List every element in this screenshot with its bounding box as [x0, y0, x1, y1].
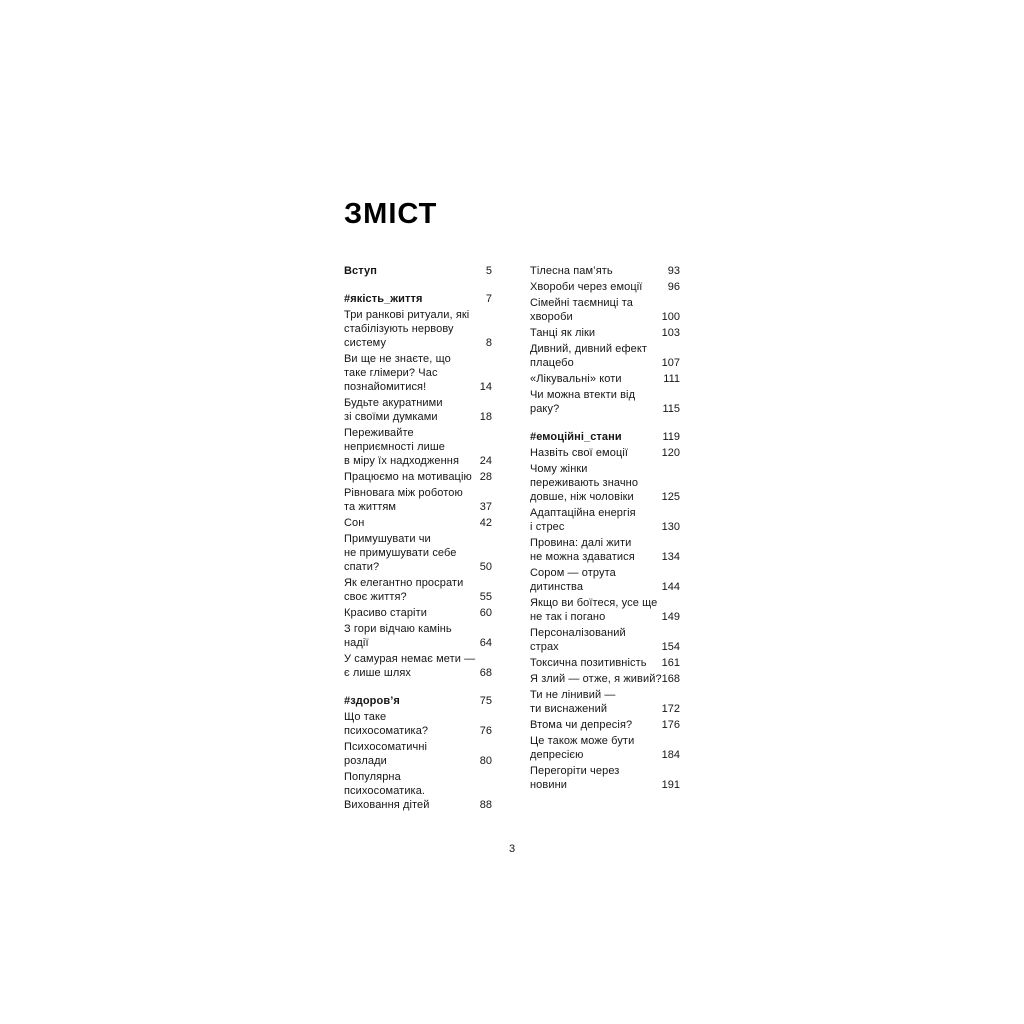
toc-entry-title: Провина: далі жити не можна здаватися [530, 537, 635, 563]
toc-entry-title: У самурая немає мети — є лише шлях [344, 653, 476, 679]
toc-entry-title: «Лікувальні» коти [530, 373, 622, 385]
toc-entry [530, 280, 680, 294]
toc-entry-page: 64 [479, 637, 492, 649]
toc-entry-title: Персоналізований страх [530, 627, 626, 653]
toc-entry [344, 516, 492, 530]
toc-entry-page: 120 [661, 447, 680, 459]
toc-entry [530, 446, 680, 460]
toc-entry-page: 176 [661, 719, 680, 731]
toc-entry-page: 115 [662, 403, 680, 415]
toc-entry [530, 342, 680, 370]
toc-entry-page: 7 [485, 293, 492, 305]
toc-entry [344, 576, 492, 604]
toc-entry-page: 125 [661, 491, 680, 503]
toc-entry-page: 8 [485, 337, 492, 349]
toc-entry [530, 372, 680, 386]
toc-entry-page: 75 [479, 695, 492, 707]
toc-entry-title: #якість_життя [344, 293, 423, 305]
toc-entry-title: #емоційні_стани [530, 431, 622, 443]
toc-entry [530, 326, 680, 340]
toc-entry-page: 93 [667, 265, 680, 277]
toc-entry-title: Ви ще не знаєте, що таке глімери? Час познайомитися! [344, 353, 451, 393]
toc-entry-page: 14 [479, 381, 492, 393]
toc-entry-page: 172 [661, 703, 680, 715]
toc-section-header [344, 264, 492, 278]
toc-entry-title: Що таке психосоматика? [344, 711, 429, 737]
toc-entry [530, 264, 680, 278]
toc-entry [530, 718, 680, 732]
toc-entry-page: 24 [479, 455, 492, 467]
toc-entry [530, 506, 680, 534]
toc-entry-page: 28 [479, 471, 492, 483]
toc-entry-title: Ти не лінивий — ти виснажений [530, 689, 616, 715]
toc-entry [344, 426, 492, 468]
toc-entry-page: 55 [479, 591, 492, 603]
toc-section-header [344, 292, 492, 306]
toc-entry-page: 191 [661, 779, 680, 791]
toc-entry-page: 68 [479, 667, 492, 679]
toc-entry-page: 42 [479, 517, 492, 529]
toc-column-right [530, 264, 680, 814]
toc-entry-title: Психосоматичні розлади [344, 741, 428, 767]
toc-entry-title: Назвіть свої емоції [530, 447, 629, 459]
toc-entry [530, 596, 680, 624]
toc-entry-page: 5 [485, 265, 492, 277]
toc-entry [530, 688, 680, 716]
toc-entry-title: Хвороби через емоції [530, 281, 643, 293]
toc-entry-title: Втома чи депресія? [530, 719, 633, 731]
toc-entry-page: 37 [479, 501, 492, 513]
toc-entry-title: Сон [344, 517, 365, 529]
toc-entry-page: 18 [479, 411, 492, 423]
toc-entry-page: 119 [662, 431, 680, 443]
toc-entry-title: Перегоріти через новини [530, 765, 620, 791]
toc-entry [344, 352, 492, 394]
toc-entry-title: #здоров’я [344, 695, 400, 707]
toc-entry-title: Примушувати чи не примушувати себе спати? [344, 533, 457, 573]
toc-entry [344, 622, 492, 650]
toc-entry-title: З гори відчаю камінь надії [344, 623, 452, 649]
toc-entry [530, 764, 680, 792]
toc-entry-page: 149 [661, 611, 680, 623]
toc-entry-title: Сімейні таємниці та хвороби [530, 297, 633, 323]
toc-entry [344, 740, 492, 768]
toc-entry-title: Три ранкові ритуали, які стабілізують нервову систему [344, 309, 470, 349]
toc-entry-title: Це також може бути депресією [530, 735, 635, 761]
toc-entry-title: Працюємо на мотивацію [344, 471, 472, 483]
toc-entry-page: 134 [661, 551, 680, 563]
toc-entry-title: Адаптаційна енергія і стрес [530, 507, 636, 533]
toc-entry-title: Танці як ліки [530, 327, 596, 339]
toc-entry-title: Вступ [344, 265, 377, 277]
toc-column-left [344, 264, 492, 814]
toc-entry [344, 710, 492, 738]
toc-entry-page: 161 [661, 657, 680, 669]
toc-entry-page: 130 [661, 521, 680, 533]
toc-entry [344, 486, 492, 514]
toc-entry [530, 656, 680, 670]
toc-section-header [530, 430, 680, 444]
toc-entry-page: 184 [661, 749, 680, 761]
toc-entry-title: Будьте акуратними зі своїми думками [344, 397, 443, 423]
toc-entry [530, 734, 680, 762]
toc-entry [344, 396, 492, 424]
toc-entry-title: Переживайте неприємності лише в міру їх надходження [344, 427, 460, 467]
toc-entry [530, 536, 680, 564]
toc-entry-page: 154 [661, 641, 680, 653]
toc-entry-page: 107 [661, 357, 680, 369]
toc-entry-page: 88 [479, 799, 492, 811]
toc-entry [344, 770, 492, 812]
toc-entry-title: Тілесна пам’ять [530, 265, 613, 277]
toc-entry-page: 76 [479, 725, 492, 737]
toc-entry [344, 532, 492, 574]
toc-entry [530, 296, 680, 324]
toc-entry [344, 606, 492, 620]
toc-entry-title: Красиво старіти [344, 607, 427, 619]
toc-entry [530, 462, 680, 504]
toc-entry [530, 626, 680, 654]
toc-entry-title: Чому жінки переживають значно довше, ніж чоловіки [530, 463, 639, 503]
toc-entry-title: Сором — отрута дитинства [530, 567, 616, 593]
toc-entry-title: Чи можна втекти від раку? [530, 389, 636, 415]
toc-entry-page: 144 [661, 581, 680, 593]
page-title: ЗМІСТ [344, 198, 438, 230]
toc-entry-page: 111 [663, 373, 680, 385]
toc-entry-page: 96 [667, 281, 680, 293]
toc-section-header [344, 694, 492, 708]
toc-entry-title: Як елегантно просрати своє життя? [344, 577, 464, 603]
toc-entry [344, 308, 492, 350]
toc-entry [344, 652, 492, 680]
toc-entry-title: Якщо ви боїтеся, усе ще не так і погано [530, 597, 658, 623]
toc-entry [530, 388, 680, 416]
toc-entry-title: Я злий — отже, я живий? [530, 673, 662, 685]
toc-entry-title: Токсична позитивність [530, 657, 647, 669]
toc-entry-title: Дивний, дивний ефект плацебо [530, 343, 648, 369]
toc-entry-page: 100 [661, 311, 680, 323]
toc-entry-page: 60 [479, 607, 492, 619]
toc-entry-page: 103 [661, 327, 680, 339]
toc-columns [344, 264, 680, 814]
toc-entry-title: Рівновага між роботою та життям [344, 487, 463, 513]
toc-entry-page: 80 [479, 755, 492, 767]
toc-entry [530, 672, 680, 686]
page-number: 3 [508, 843, 516, 855]
toc-entry-page: 168 [661, 673, 680, 685]
toc-entry [530, 566, 680, 594]
toc-entry [344, 470, 492, 484]
toc-entry-page: 50 [479, 561, 492, 573]
toc-entry-title: Популярна психосоматика. Виховання дітей [344, 771, 430, 811]
